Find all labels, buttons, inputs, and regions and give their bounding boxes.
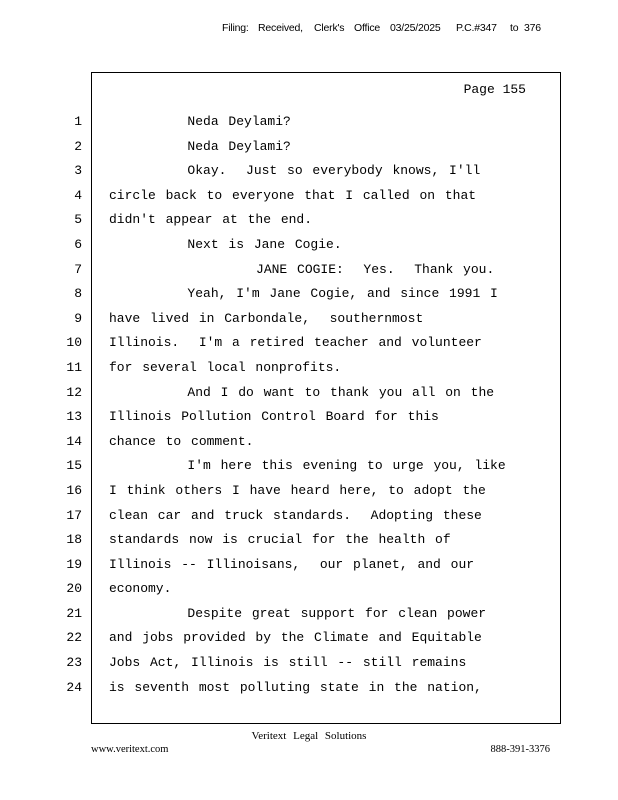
line-number: 6 [74,236,82,252]
filing-label: Filing: [222,22,249,34]
transcript-line [0,111,618,136]
transcript-line [0,136,618,161]
line-number: 7 [74,261,82,277]
transcript-line [0,283,618,308]
line-text: And I do want to thank you all on the [109,384,495,400]
line-text: circle back to everyone that I called on that [109,187,477,203]
line-number: 18 [66,532,82,548]
line-text: economy. [109,581,172,597]
line-number: 20 [66,581,82,597]
line-number: 12 [66,384,82,400]
pc-number: P.C.#347 [456,22,497,34]
line-text: is seventh most polluting state in the nation, [109,679,482,695]
transcript-line [0,431,618,456]
transcript-line [0,480,618,505]
footer-phone: 888-391-3376 [490,744,550,755]
line-text: and jobs provided by the Climate and Equitable [109,630,482,646]
footer-company: Veritext Legal Solutions [251,730,367,742]
line-number: 4 [74,187,82,203]
line-text: I'm here this evening to urge you, like [109,458,506,474]
line-text: JANE COGIE: Yes. Thank you. [109,261,495,277]
line-text: I think others I have heard here, to adopt the [109,482,486,498]
to-label: to [510,22,519,34]
line-text: Jobs Act, Illinois is still -- still remains [109,655,467,671]
line-text: have lived in Carbondale, southernmost [109,310,424,326]
line-text: Despite great support for clean power [109,605,487,621]
transcript-line [0,382,618,407]
transcript-line [0,652,618,677]
transcript-line [0,160,618,185]
transcript-line [0,185,618,210]
filing-stamp-header [222,22,552,38]
line-number: 9 [74,310,82,326]
line-number: 14 [66,433,82,449]
transcript-line [0,554,618,579]
line-number: 19 [66,556,82,572]
transcript-line [0,578,618,603]
line-text: Neda Deylami? [109,138,291,154]
line-number: 1 [74,114,82,129]
line-text: Next is Jane Cogie. [109,236,342,252]
line-number: 3 [74,163,82,179]
transcript-line [0,406,618,431]
transcript-line [0,332,618,357]
line-number: 22 [66,630,82,646]
line-number: 24 [66,679,82,695]
line-text: Yeah, I'm Jane Cogie, and since 1991 I [109,286,498,302]
line-text: Neda Deylami? [109,114,291,129]
transcript-line [0,505,618,530]
transcript-lines [0,111,618,701]
transcript-line [0,677,618,702]
line-text: Okay. Just so everybody knows, I'll [109,163,481,179]
footer-website: www.veritext.com [91,744,169,755]
transcript-line [0,627,618,652]
transcript-line [0,308,618,333]
transcript-line [0,357,618,382]
transcript-line [0,529,618,554]
received-label: Received, [258,22,303,34]
transcript-line [0,455,618,480]
transcript-line [0,209,618,234]
line-number: 2 [74,138,82,154]
line-number: 16 [66,482,82,498]
line-number: 23 [66,655,82,671]
line-text: Illinois Pollution Control Board for this [109,409,439,425]
line-text: standards now is crucial for the health of [109,532,451,548]
clerks-label: Clerk's [314,22,345,34]
total-pages: 376 [524,22,541,34]
transcript-line [0,603,618,628]
line-text: didn't appear at the end. [109,212,313,228]
line-text: clean car and truck standards. Adopting these [109,507,482,523]
transcript-line [0,259,618,284]
office-label: Office [354,22,381,34]
filing-date: 03/25/2025 [390,22,441,34]
transcript-line [0,234,618,259]
line-number: 17 [66,507,82,523]
line-text: chance to comment. [109,433,254,449]
line-number: 5 [74,212,82,228]
line-text: Illinois -- Illinoisans, our planet, and our [109,556,475,572]
line-number: 10 [66,335,82,351]
line-number: 21 [66,605,82,621]
page-number: Page 155 [463,82,526,97]
line-text: for several local nonprofits. [109,359,342,375]
line-number: 15 [66,458,82,474]
line-number: 13 [66,409,82,425]
line-number: 8 [74,286,82,302]
line-number: 11 [66,359,82,375]
line-text: Illinois. I'm a retired teacher and volunteer [109,335,482,351]
